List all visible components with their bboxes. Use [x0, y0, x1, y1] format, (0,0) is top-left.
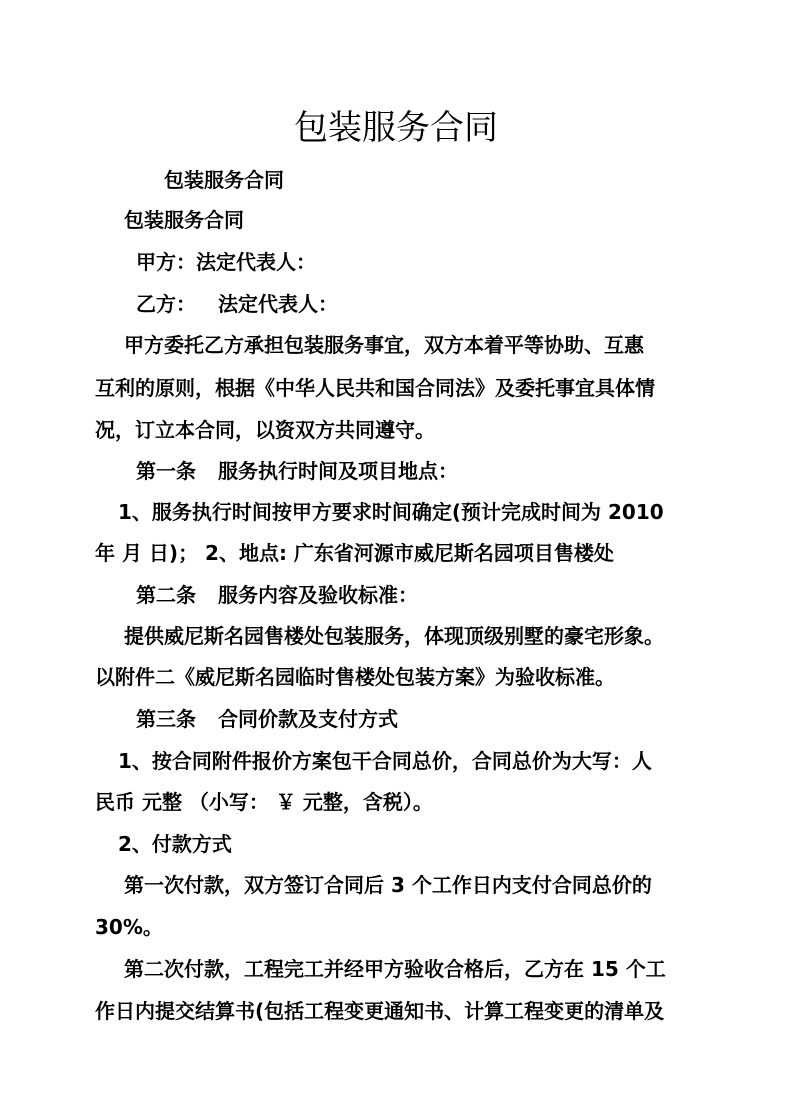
party-a-line: 甲方：法定代表人：	[136, 250, 316, 274]
document-title: 包装服务合同	[294, 108, 498, 148]
article-2-title: 服务内容及验收标准：	[218, 583, 418, 607]
article-1-item-1-line-2: 年 月 日)； 2、地点: 广东省河源市威尼斯名园项目售楼处	[95, 541, 614, 565]
article-1-title: 服务执行时间及项目地点：	[218, 459, 458, 483]
party-b-line	[136, 290, 338, 318]
article-3-title: 合同价款及支付方式	[218, 707, 398, 731]
subtitle-1: 包装服务合同	[164, 168, 284, 192]
article-2-line-1: 提供威尼斯名园售楼处包装服务，体现顶级别墅的豪宅形象。	[124, 624, 664, 648]
article-1-heading	[136, 457, 458, 485]
payment-1-line-2: 30%。	[95, 915, 163, 939]
article-3-item-1-line-1: 1、按合同附件报价方案包干合同总价，合同总价为大写：人	[118, 749, 652, 773]
article-1-number: 第一条	[136, 459, 196, 483]
preamble-line-2: 互利的原则，根据《中华人民共和国合同法》及委托事宜具体情	[95, 376, 655, 400]
party-b-label: 乙方：	[136, 292, 196, 316]
preamble-line-1: 甲方委托乙方承担包装服务事宜，双方本着平等协助、互惠	[124, 333, 644, 357]
payment-2-line-1: 第二次付款，工程完工并经甲方验收合格后，乙方在 15 个工	[124, 957, 666, 981]
article-3-item-1-line-2: 民币 元整 （小写： ￥ 元整，含税）。	[95, 790, 433, 814]
article-3-number: 第三条	[136, 707, 196, 731]
payment-2-line-2: 作日内提交结算书(包括工程变更通知书、计算工程变更的清单及	[95, 999, 665, 1023]
article-2-heading	[136, 581, 418, 609]
article-2-number: 第二条	[136, 583, 196, 607]
subtitle-2: 包装服务合同	[124, 208, 244, 232]
party-b-rep: 法定代表人：	[218, 292, 338, 316]
article-3-heading	[136, 705, 398, 733]
preamble-line-3: 况，订立本合同，以资双方共同遵守。	[95, 418, 435, 442]
article-2-line-2: 以附件二《威尼斯名园临时售楼处包装方案》为验收标准。	[95, 665, 615, 689]
payment-1-line-1: 第一次付款，双方签订合同后 3 个工作日内支付合同总价的	[124, 873, 652, 897]
article-3-item-2: 2、付款方式	[118, 832, 232, 856]
article-1-item-1-line-1: 1、服务执行时间按甲方要求时间确定(预计完成时间为 2010	[118, 500, 664, 524]
